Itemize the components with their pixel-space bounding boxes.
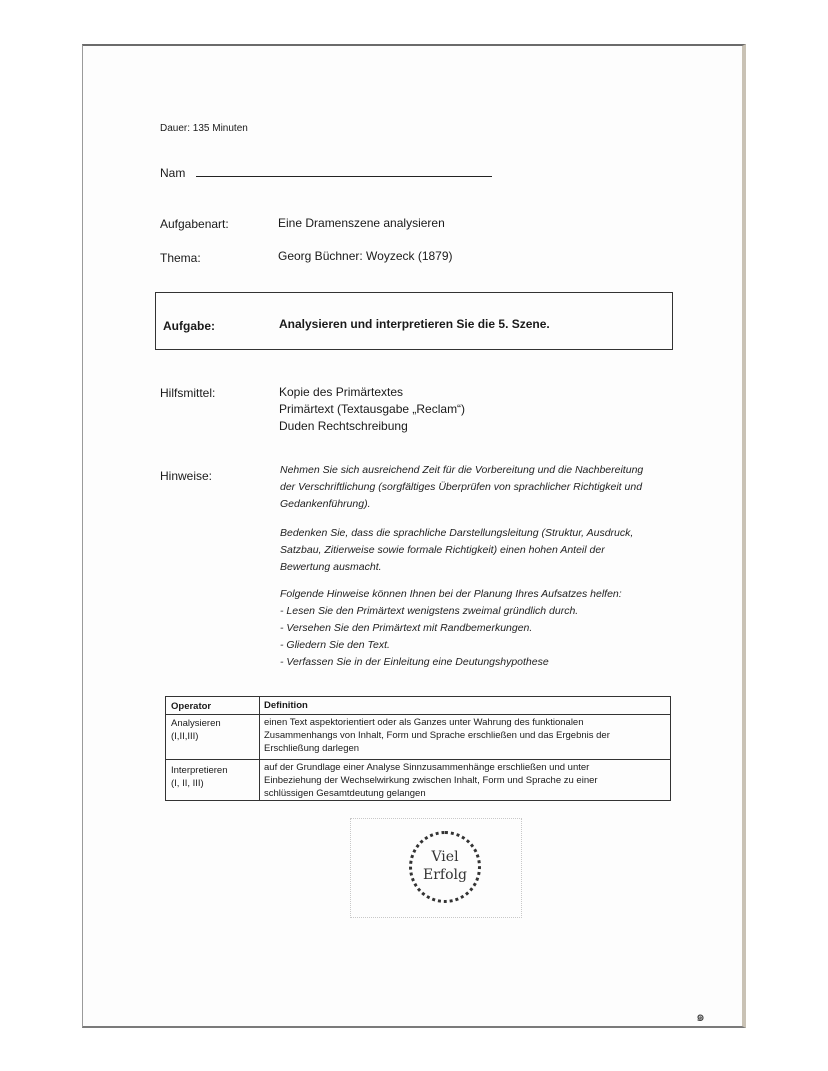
hinweise-list-item: - Verfassen Sie in der Einleitung eine Deutungshypothese [280,656,549,668]
thema-value: Georg Büchner: Woyzeck (1879) [278,249,453,263]
hilfsmittel-item: Duden Rechtschreibung [279,419,408,433]
operator-levels: (I,II,III) [171,731,199,742]
hilfsmittel-list [279,384,465,435]
table-header-definition: Definition [264,700,308,711]
spiral-mark-icon: ๑ [696,1008,705,1024]
table-row-definition [264,716,610,755]
table-divider [259,697,260,800]
viel-erfolg-stamp [409,831,481,903]
definition-line: einen Text aspektorientiert oder als Ganzes unter Wahrung des funktionalen [264,717,584,728]
hinweise-paragraph-1 [280,462,643,513]
definition-line: Einbeziehung der Wechselwirkung zwischen Inhalt, Form und Sprache zu einer [264,775,598,786]
table-header-operator: Operator [171,701,212,712]
name-field-line[interactable] [196,176,492,177]
operator-name: Analysieren [171,718,221,729]
hinweise-line: Bewertung ausmacht. [280,561,382,573]
name-label: Nam [160,166,186,180]
hilfsmittel-item: Primärtext (Textausgabe „Reclam“) [279,402,466,416]
thema-label: Thema: [160,251,201,265]
hinweise-line: Satzbau, Zitierweise sowie formale Richtigkeit) einen hohen Anteil der [280,544,605,556]
hinweise-label: Hinweise: [160,469,213,483]
duration-text: Dauer: 135 Minuten [160,123,248,134]
definition-line: Erschließung darlegen [264,743,360,754]
hinweise-list-item: - Lesen Sie den Primärtext wenigstens zweimal gründlich durch. [280,605,579,617]
table-divider [166,759,670,760]
hinweise-paragraph-2 [280,525,633,576]
definition-line: auf der Grundlage einer Analyse Sinnzusammenhänge erschließen und unter [264,762,590,773]
hinweise-line: Gedankenführung). [280,498,371,510]
task-box [155,292,673,350]
table-row-operator [171,717,221,743]
hinweise-paragraph-3 [280,586,622,671]
table-row-definition [264,761,598,800]
hinweise-list-item: - Versehen Sie den Primärtext mit Randbemerkungen. [280,622,533,634]
aufgabe-value: Analysieren und interpretieren Sie die 5. Szene. [279,317,550,331]
hinweise-line: Nehmen Sie sich ausreichend Zeit für die Vorbereitung und die Nachbereitung [280,464,644,476]
operator-name: Interpretieren [171,765,228,776]
aufgabenart-value: Eine Dramenszene analysieren [278,216,445,230]
operator-levels: (I, II, III) [171,778,204,789]
stamp-line: Erfolg [423,867,467,883]
table-row-operator [171,764,228,790]
hinweise-intro: Folgende Hinweise können Ihnen bei der Planung Ihres Aufsatzes helfen: [280,588,622,600]
aufgabe-label: Aufgabe: [163,319,215,333]
aufgabenart-label: Aufgabenart: [160,217,229,231]
hinweise-line: Bedenken Sie, dass die sprachliche Darstellungsleitung (Struktur, Ausdruck, [280,527,634,539]
definition-line: schlüssigen Gesamtdeutung gelangen [264,788,426,799]
stamp-line: Viel [431,849,459,865]
stamp-area [350,818,522,918]
definition-line: Zusammenhangs von Inhalt, Form und Sprache erschließen und das Ergebnis der [264,730,610,741]
table-divider [166,714,670,715]
operator-table [165,696,671,801]
hilfsmittel-item: Kopie des Primärtextes [279,385,404,399]
hinweise-line: der Verschriftlichung (sorgfältiges Überprüfen von sprachlicher Richtigkeit und [280,481,643,493]
hilfsmittel-label: Hilfsmittel: [160,386,216,400]
hinweise-list-item: - Gliedern Sie den Text. [280,639,390,651]
